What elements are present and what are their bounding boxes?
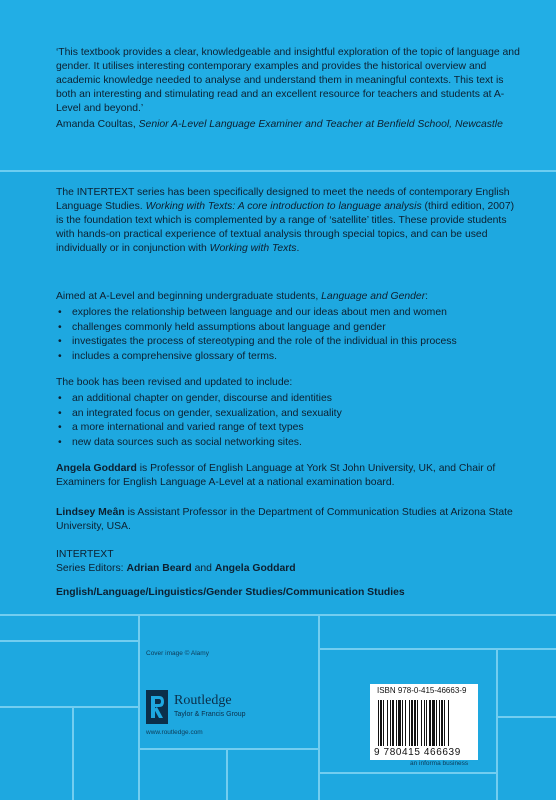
barcode-bar bbox=[402, 700, 403, 746]
barcode-bar bbox=[411, 700, 413, 746]
barcode-bar bbox=[417, 700, 418, 746]
quote-author-role: Senior A-Level Language Examiner and Teacher at Benfield School, Newcastle bbox=[138, 119, 503, 130]
isbn-barcode-box bbox=[370, 684, 478, 760]
cover-image-credit: Cover image © Alamy bbox=[146, 650, 209, 657]
editors-label: Series Editors: bbox=[56, 563, 127, 574]
intro-book-title: Working with Texts: A core introduction to language analysis bbox=[145, 201, 422, 212]
intro-text-3: . bbox=[296, 243, 300, 254]
grid-line bbox=[0, 614, 556, 616]
audience-lead: Aimed at A-Level and beginning undergraduate students, bbox=[56, 291, 322, 302]
editor-name: Adrian Beard bbox=[126, 563, 192, 574]
author-bio-goddard bbox=[56, 462, 522, 490]
author-name: Angela Goddard bbox=[56, 463, 137, 474]
grid-line bbox=[0, 640, 138, 642]
author-bio-mean bbox=[56, 506, 522, 534]
barcode-bar bbox=[405, 700, 406, 746]
revised-lead: The book has been revised and updated to include: bbox=[56, 377, 293, 388]
grid-line bbox=[496, 650, 498, 800]
audience-book-title: Language and Gender bbox=[321, 291, 426, 302]
list-item: • a more international and varied range of text types bbox=[56, 421, 526, 436]
grid-line bbox=[226, 750, 228, 800]
informa-tagline: an informa business bbox=[410, 760, 469, 767]
barcode-bar bbox=[383, 700, 384, 746]
barcode-bar bbox=[421, 700, 422, 746]
barcode-bar bbox=[439, 700, 440, 746]
revised-list bbox=[56, 392, 526, 450]
grid-line bbox=[0, 706, 138, 708]
quote-attribution bbox=[56, 118, 536, 132]
grid-line bbox=[72, 706, 74, 800]
list-item: • challenges commonly held assumptions about language and gender bbox=[56, 321, 526, 336]
list-item: • new data sources such as social networking sites. bbox=[56, 436, 526, 451]
intro-text-1: The INTERTEXT series has been specifically designed to meet the needs of contemporary English Language Studies. bbox=[56, 187, 510, 212]
author-bio-text: is Professor of English Language at York St John University, UK, and Chair of Examiners for English Language A-Level at a national examination board. bbox=[56, 463, 496, 488]
editor-name: Angela Goddard bbox=[214, 563, 296, 574]
editors-and: and bbox=[191, 563, 215, 574]
publisher-group: Taylor & Francis Group bbox=[174, 711, 246, 718]
barcode-bar bbox=[436, 700, 437, 746]
list-item: • explores the relationship between language and our ideas about men and women bbox=[56, 306, 526, 321]
barcode-bar bbox=[429, 700, 431, 746]
list-item: • investigates the process of stereotyping and the role of the individual in this process bbox=[56, 335, 526, 350]
barcode-bar bbox=[398, 700, 401, 746]
aims-list bbox=[56, 306, 526, 364]
barcode-bar bbox=[441, 700, 443, 746]
grid-line bbox=[140, 748, 318, 750]
barcode-bar bbox=[424, 700, 425, 746]
barcode-bar bbox=[444, 700, 445, 746]
list-item: • includes a comprehensive glossary of terms. bbox=[56, 350, 526, 365]
series-name: INTERTEXT bbox=[56, 549, 114, 560]
grid-line bbox=[320, 648, 556, 650]
barcode-bar bbox=[448, 700, 449, 746]
grid-line bbox=[320, 772, 496, 774]
series-editors bbox=[56, 562, 522, 576]
publisher-website: www.routledge.com bbox=[146, 729, 203, 736]
grid-line bbox=[498, 716, 556, 718]
intro-text-2: (third edition, 2007) is the foundation text which is complemented by a range of ‘satellite’ titles. These provide students with hands-on practical experience of textual analysis through special topics, and can be used individually or in conjunction with bbox=[56, 201, 515, 254]
audience-colon: : bbox=[425, 291, 429, 302]
audience-statement bbox=[56, 290, 522, 304]
author-name: Lindsey Meân bbox=[56, 507, 125, 518]
author-bio-text: is Assistant Professor in the Department of Communication Studies at Arizona State University, USA. bbox=[56, 507, 513, 532]
barcode-bar bbox=[392, 700, 394, 746]
barcode-bar bbox=[409, 700, 410, 746]
barcode-bar bbox=[432, 700, 435, 746]
barcode-bar bbox=[390, 700, 391, 746]
publisher-name: Routledge bbox=[174, 693, 232, 708]
subject-categories: English/Language/Linguistics/Gender Studies/Communication Studies bbox=[56, 587, 405, 598]
barcode-bar bbox=[414, 700, 416, 746]
quote-author: Amanda Coultas, bbox=[56, 119, 136, 130]
list-item: • an additional chapter on gender, discourse and identities bbox=[56, 392, 526, 407]
barcode-bar bbox=[380, 700, 382, 746]
routledge-logo bbox=[146, 690, 286, 724]
barcode-bar bbox=[387, 700, 388, 746]
barcode-bar bbox=[396, 700, 397, 746]
endorsement-quote: ‘This textbook provides a clear, knowledgeable and insightful exploration of the topic of language and gender. It utilises interesting contemporary examples and provides the historical overview and academic knowledge needed to analyse and understand them in meaningful contexts. This text is both an interesting and stimulating read and an excellent resource for teachers and students at A-Level and beyond.’ bbox=[56, 47, 520, 114]
list-item: • an integrated focus on gender, sexualization, and sexuality bbox=[56, 407, 526, 422]
series-intro bbox=[56, 186, 522, 256]
intro-book-title-2: Working with Texts bbox=[209, 243, 297, 254]
routledge-r-icon bbox=[146, 690, 168, 724]
isbn-label: ISBN 978-0-415-46663-9 bbox=[377, 686, 467, 695]
barcode-bar bbox=[378, 700, 379, 746]
barcode-icon bbox=[376, 700, 472, 748]
grid-line bbox=[138, 614, 140, 800]
barcode-number: 9 780415 466639 bbox=[374, 747, 461, 758]
barcode-bar bbox=[426, 700, 427, 746]
